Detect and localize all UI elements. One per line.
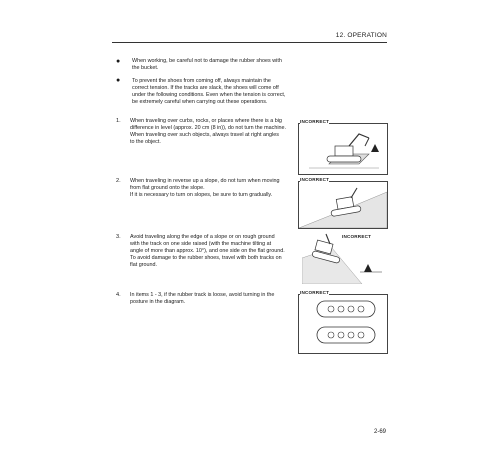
figure-incorrect-reverse-slope xyxy=(298,177,388,229)
incorrect-label: INCORRECT xyxy=(300,177,330,182)
item-text xyxy=(130,178,298,199)
excavator-on-curb-illustration xyxy=(299,124,387,174)
item-text xyxy=(130,234,305,269)
incorrect-label: INCORRECT xyxy=(300,290,330,295)
text-line: correct tension. If the tracks are slack, the shoes will come off xyxy=(132,85,279,91)
text-line: When traveling in reverse up a slope, do not turn when moving xyxy=(130,178,280,184)
text-line: In items 1 - 3, if the rubber track is loose, avoid turning in the xyxy=(130,292,275,298)
text-line: To prevent the shoes from coming off, always maintain the xyxy=(132,78,271,84)
text-line: To avoid damage to the rubber shoes, travel with both tracks on xyxy=(130,255,282,261)
text-line: When traveling over curbs, rocks, or places where there is a big xyxy=(130,118,282,124)
bullet-text xyxy=(132,78,312,106)
figure-frame xyxy=(298,181,388,229)
excavator-on-slope-illustration xyxy=(299,182,387,228)
item-text xyxy=(130,292,296,306)
text-line: When working, be careful not to damage the rubber shoes with xyxy=(132,58,282,64)
text-line: from flat ground onto the slope. xyxy=(130,185,205,191)
figure-incorrect-slope-edge xyxy=(302,228,388,284)
figure-frame xyxy=(298,294,388,354)
page-number: 2-69 xyxy=(373,429,386,435)
header-rule xyxy=(112,42,387,43)
figure-frame xyxy=(298,123,388,175)
text-line: Avoid traveling along the edge of a slope or on rough ground xyxy=(130,234,275,240)
text-line: If it is necessary to turn on slopes, be sure to turn gradually. xyxy=(130,192,273,198)
text-line: difference in level (approx. 20 cm (8 in)), do not turn the machine. xyxy=(130,125,287,131)
incorrect-label: INCORRECT xyxy=(300,119,330,124)
incorrect-label: INCORRECT xyxy=(342,234,372,239)
figure-incorrect-track-posture xyxy=(298,290,388,354)
text-line: the bucket. xyxy=(132,65,159,71)
text-line: angle of more than approx. 10°), and one side on the flat ground. xyxy=(130,248,285,254)
text-line: flat ground. xyxy=(130,262,157,268)
item-number: 3. xyxy=(116,234,121,240)
text-line: be extremely careful when carrying out these operations. xyxy=(132,99,268,105)
figure-incorrect-curb xyxy=(298,119,388,175)
bullet-symbol: ● xyxy=(116,77,121,84)
item-number: 1. xyxy=(116,118,121,124)
bullet-text xyxy=(132,58,312,72)
item-number: 2. xyxy=(116,178,121,184)
text-line: to the object. xyxy=(130,139,161,145)
section-title: 12. OPERATION xyxy=(335,32,387,39)
text-line: with the track on one side raised (with the machine tilting at xyxy=(130,241,272,247)
track-rollers-illustration xyxy=(299,295,387,353)
text-line: posture in the diagram. xyxy=(130,299,186,305)
text-line: When traveling over such objects, always travel at right angles xyxy=(130,132,279,138)
item-text xyxy=(130,118,298,146)
text-line: under the following conditions. Even when the tension is correct, xyxy=(132,92,286,98)
item-number: 4. xyxy=(116,292,121,298)
bullet-symbol: ● xyxy=(116,58,121,65)
